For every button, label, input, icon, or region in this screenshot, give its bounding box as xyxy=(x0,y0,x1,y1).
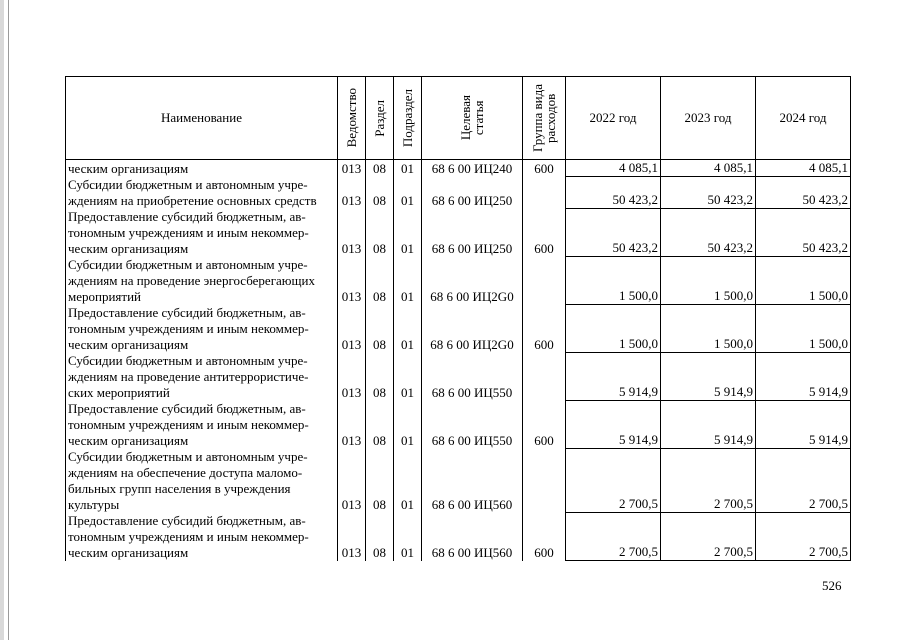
cell-razdel: 08 xyxy=(366,449,394,513)
header-2023: 2023 год xyxy=(661,77,756,160)
cell-celevaya: 68 6 00 ИЦ2G0 xyxy=(422,257,523,305)
cell-vedomstvo: 013 xyxy=(338,401,366,449)
cell-name: Предоставление субсидий бюджетным, ав- тономным учреждениям и иным некоммер- ческим организациям xyxy=(66,305,338,353)
cell-gruppa xyxy=(523,353,566,401)
cell-celevaya: 68 6 00 ИЦ250 xyxy=(422,209,523,257)
cell-razdel: 08 xyxy=(366,401,394,449)
cell-2023: 2 700,5 xyxy=(661,513,756,561)
table-row xyxy=(66,513,851,561)
cell-2024: 50 423,2 xyxy=(756,209,851,257)
cell-2024: 1 500,0 xyxy=(756,305,851,353)
cell-2022: 2 700,5 xyxy=(566,449,661,513)
cell-2022: 5 914,9 xyxy=(566,353,661,401)
cell-podrazdel: 01 xyxy=(394,353,422,401)
cell-name: ческим организациям xyxy=(66,160,338,177)
cell-name: Субсидии бюджетным и автономным учре- ждениям на обеспечение доступа маломо- бильных групп населения в учреждения культуры xyxy=(66,449,338,513)
table-row xyxy=(66,449,851,513)
cell-podrazdel: 01 xyxy=(394,305,422,353)
cell-podrazdel: 01 xyxy=(394,449,422,513)
cell-celevaya: 68 6 00 ИЦ250 xyxy=(422,177,523,209)
header-podrazdel: Подраздел xyxy=(394,77,422,160)
cell-gruppa: 600 xyxy=(523,209,566,257)
cell-celevaya: 68 6 00 ИЦ560 xyxy=(422,449,523,513)
cell-2024: 50 423,2 xyxy=(756,177,851,209)
table-row xyxy=(66,305,851,353)
cell-2022: 50 423,2 xyxy=(566,177,661,209)
cell-vedomstvo: 013 xyxy=(338,257,366,305)
cell-2023: 1 500,0 xyxy=(661,257,756,305)
cell-podrazdel: 01 xyxy=(394,160,422,177)
header-gruppa: Группа вида расходов xyxy=(523,77,566,160)
header-celevaya: Целевая статья xyxy=(422,77,523,160)
cell-celevaya: 68 6 00 ИЦ550 xyxy=(422,353,523,401)
cell-gruppa: 600 xyxy=(523,305,566,353)
page-number: 526 xyxy=(822,578,842,593)
cell-razdel: 08 xyxy=(366,257,394,305)
table-row xyxy=(66,257,851,305)
cell-vedomstvo: 013 xyxy=(338,513,366,561)
table-row xyxy=(66,209,851,257)
cell-2023: 50 423,2 xyxy=(661,209,756,257)
table-header-row xyxy=(66,77,851,160)
cell-vedomstvo: 013 xyxy=(338,209,366,257)
table-row xyxy=(66,353,851,401)
cell-name: Субсидии бюджетным и автономным учре- ждениям на приобретение основных средств xyxy=(66,177,338,209)
cell-2022: 5 914,9 xyxy=(566,401,661,449)
cell-podrazdel: 01 xyxy=(394,401,422,449)
cell-vedomstvo: 013 xyxy=(338,160,366,177)
cell-2024: 5 914,9 xyxy=(756,401,851,449)
cell-2023: 5 914,9 xyxy=(661,401,756,449)
cell-celevaya: 68 6 00 ИЦ2G0 xyxy=(422,305,523,353)
cell-gruppa xyxy=(523,177,566,209)
cell-name: Предоставление субсидий бюджетным, ав- тономным учреждениям и иным некоммер- ческим организациям xyxy=(66,209,338,257)
table-row xyxy=(66,177,851,209)
cell-razdel: 08 xyxy=(366,353,394,401)
cell-2022: 1 500,0 xyxy=(566,305,661,353)
header-vedomstvo: Ведомство xyxy=(338,77,366,160)
cell-podrazdel: 01 xyxy=(394,513,422,561)
cell-razdel: 08 xyxy=(366,513,394,561)
cell-celevaya: 68 6 00 ИЦ550 xyxy=(422,401,523,449)
cell-vedomstvo: 013 xyxy=(338,177,366,209)
cell-razdel: 08 xyxy=(366,305,394,353)
cell-razdel: 08 xyxy=(366,209,394,257)
header-2022: 2022 год xyxy=(566,77,661,160)
table-row xyxy=(66,160,851,177)
cell-2023: 1 500,0 xyxy=(661,305,756,353)
scan-edge xyxy=(0,0,4,640)
cell-name: Субсидии бюджетным и автономным учре- ждениям на проведение антитеррористиче- ских мероприятий xyxy=(66,353,338,401)
cell-razdel: 08 xyxy=(366,160,394,177)
header-razdel: Раздел xyxy=(366,77,394,160)
cell-2024: 4 085,1 xyxy=(756,160,851,177)
budget-table xyxy=(65,76,851,561)
cell-2024: 2 700,5 xyxy=(756,513,851,561)
cell-2024: 1 500,0 xyxy=(756,257,851,305)
cell-gruppa xyxy=(523,449,566,513)
cell-name: Субсидии бюджетным и автономным учре- ждениям на проведение энергосберегающих мероприятий xyxy=(66,257,338,305)
cell-podrazdel: 01 xyxy=(394,209,422,257)
cell-vedomstvo: 013 xyxy=(338,353,366,401)
cell-2022: 50 423,2 xyxy=(566,209,661,257)
cell-gruppa xyxy=(523,257,566,305)
cell-gruppa: 600 xyxy=(523,160,566,177)
cell-name: Предоставление субсидий бюджетным, ав- тономным учреждениям и иным некоммер- ческим организациям xyxy=(66,401,338,449)
cell-name: Предоставление субсидий бюджетным, ав- тономным учреждениям и иным некоммер- ческим организациям xyxy=(66,513,338,561)
table-row xyxy=(66,401,851,449)
cell-2024: 5 914,9 xyxy=(756,353,851,401)
cell-vedomstvo: 013 xyxy=(338,449,366,513)
cell-2022: 4 085,1 xyxy=(566,160,661,177)
cell-2024: 2 700,5 xyxy=(756,449,851,513)
cell-2023: 5 914,9 xyxy=(661,353,756,401)
cell-podrazdel: 01 xyxy=(394,177,422,209)
cell-2022: 1 500,0 xyxy=(566,257,661,305)
cell-gruppa: 600 xyxy=(523,401,566,449)
cell-celevaya: 68 6 00 ИЦ240 xyxy=(422,160,523,177)
header-2024: 2024 год xyxy=(756,77,851,160)
scan-margin-line xyxy=(8,0,9,640)
cell-razdel: 08 xyxy=(366,177,394,209)
cell-2023: 2 700,5 xyxy=(661,449,756,513)
cell-2023: 4 085,1 xyxy=(661,160,756,177)
cell-2022: 2 700,5 xyxy=(566,513,661,561)
header-name: Наименование xyxy=(66,77,338,160)
cell-gruppa: 600 xyxy=(523,513,566,561)
cell-2023: 50 423,2 xyxy=(661,177,756,209)
cell-vedomstvo: 013 xyxy=(338,305,366,353)
cell-celevaya: 68 6 00 ИЦ560 xyxy=(422,513,523,561)
cell-podrazdel: 01 xyxy=(394,257,422,305)
